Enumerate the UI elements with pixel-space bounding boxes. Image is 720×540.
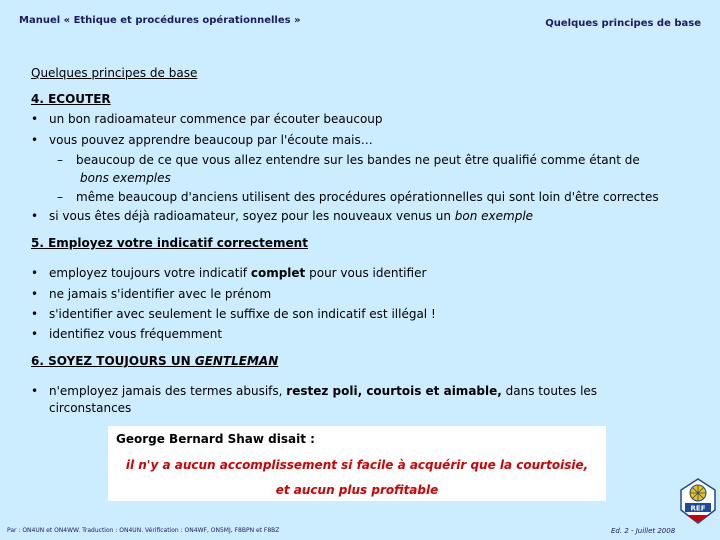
- bullet-text: vous pouvez apprendre beaucoup par l'écoute mais…: [49, 133, 373, 147]
- bullet-strong: complet: [250, 266, 306, 280]
- header-manual-title: Manuel « Ethique et procédures opérationnelles »: [19, 15, 301, 26]
- footer-credits: Par : ON4UN et ON4WW. Traduction : ON4UN. Vérification : ON4WF, ON5MJ, F8BPN et F8BZ: [7, 527, 280, 534]
- bullet-text-end: dans toutes les: [501, 384, 598, 398]
- header-section-title: Quelques principes de base: [545, 18, 701, 29]
- bullet-strong: restez poli, courtois et aimable,: [286, 384, 502, 398]
- sub-bullet-text: même beaucoup d'anciens utilisent des procédures opérationnelles qui sont loin d'être correctes: [76, 190, 659, 204]
- dash-icon: –: [57, 190, 63, 204]
- bullet-icon: •: [31, 209, 39, 223]
- quote-line-2: et aucun plus profitable: [275, 483, 439, 497]
- bullet-text: identifiez vous fréquemment: [49, 327, 223, 341]
- dash-icon: –: [57, 153, 63, 167]
- heading-indicatif: 5. Employez votre indicatif correctement: [31, 236, 308, 250]
- bullet-text: ne jamais s'identifier avec le prénom: [49, 287, 272, 301]
- bullet-icon: •: [31, 307, 39, 321]
- bullet-text: employez toujours votre indicatif: [49, 266, 251, 280]
- bullet-emphasis: bon exemple: [454, 209, 534, 223]
- bullet-text-end: pour vous identifier: [305, 266, 427, 280]
- sub-bullet-text-continued: bons exemples: [80, 171, 171, 185]
- heading-ecouter: 4. ECOUTER: [31, 92, 111, 106]
- heading-gentleman: [31, 354, 278, 368]
- bullet-icon: •: [31, 112, 39, 126]
- heading-emphasis: GENTLEMAN: [194, 354, 279, 368]
- footer-edition: Ed. 2 - Juillet 2008: [611, 527, 676, 535]
- bullet-icon: •: [31, 287, 39, 301]
- section-title: Quelques principes de base: [31, 66, 198, 80]
- bullet-icon: •: [31, 384, 39, 398]
- bullet-icon: •: [31, 133, 39, 147]
- bullet-text-continued: circonstances: [49, 401, 132, 415]
- heading-text: 6. SOYEZ TOUJOURS UN: [31, 354, 195, 368]
- ref-union-logo-icon: [680, 478, 716, 524]
- bullet-text: un bon radioamateur commence par écouter beaucoup: [49, 112, 383, 126]
- bullet-icon: •: [31, 327, 39, 341]
- bullet-text: si vous êtes déjà radioamateur, soyez pour les nouveaux venus un: [49, 209, 455, 223]
- bullet-icon: •: [31, 266, 39, 280]
- quote-author: George Bernard Shaw disait :: [116, 432, 315, 446]
- bullet-text: n'employez jamais des termes abusifs,: [49, 384, 287, 398]
- sub-bullet-text: beaucoup de ce que vous allez entendre sur les bandes ne peut être qualifié comme étant de: [76, 153, 640, 167]
- bullet-text: s'identifier avec seulement le suffixe de son indicatif est illégal !: [49, 307, 436, 321]
- quote-box: [108, 426, 606, 501]
- logo-text: REF: [690, 504, 706, 513]
- quote-line-1: il n'y a aucun accomplissement si facile à acquérir que la courtoisie,: [125, 458, 589, 472]
